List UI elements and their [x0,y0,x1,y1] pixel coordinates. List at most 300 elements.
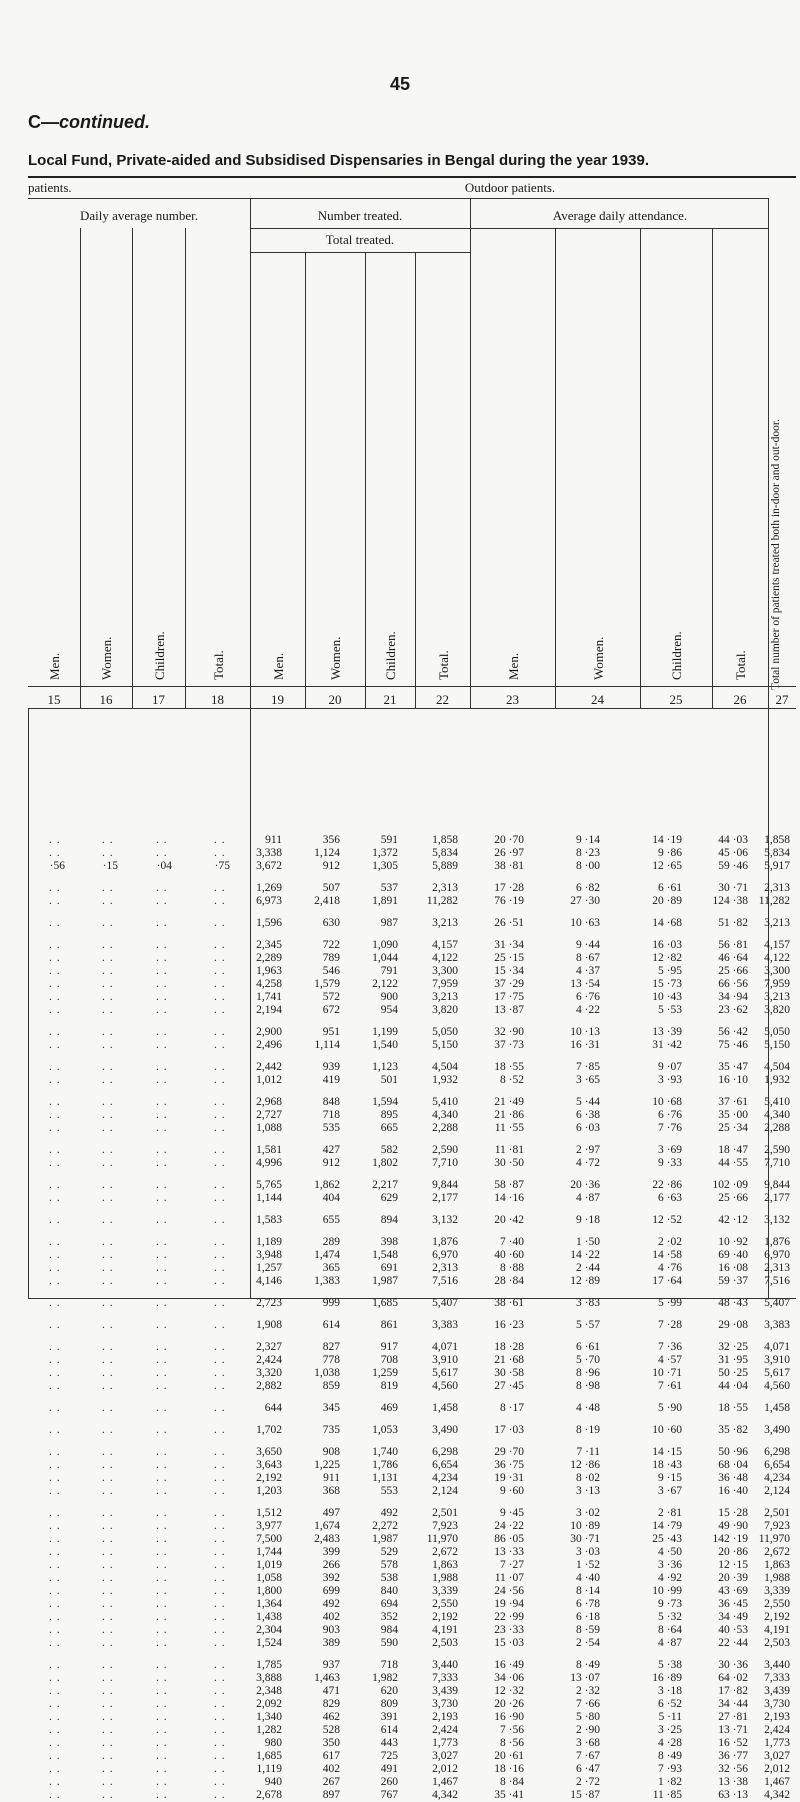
empty-marker: . . [156,978,168,990]
cell-c25: 3 ·69 [658,1144,682,1156]
empty-marker: . . [102,1262,114,1274]
empty-marker: . . [156,1585,168,1597]
table-row [0,1546,800,1559]
cell-c22: 3,439 [432,1685,458,1697]
cell-c22: 2,288 [432,1122,458,1134]
table-row [0,1750,800,1763]
table-row [0,860,800,873]
cell-c27: 2,192 [764,1611,790,1623]
cell-c26: 35 ·00 [718,1109,748,1121]
cell-c21: 917 [380,1341,398,1353]
empty-marker: . . [102,939,114,951]
column-label: Total. [435,650,451,680]
cell-c24: 8 ·19 [576,1424,600,1436]
empty-marker: . . [49,1750,61,1762]
cell-c24: 2 ·44 [576,1262,600,1274]
cell-c24: 6 ·03 [576,1122,600,1134]
cell-c21: 1,199 [372,1026,398,1038]
cell-c21: 1,740 [372,1446,398,1458]
table-row [0,1341,800,1354]
cell-c21: 469 [380,1402,398,1414]
cell-c23: 11 ·07 [494,1572,524,1584]
cell-c25: 4 ·57 [658,1354,682,1366]
cell-c26: 63 ·13 [718,1789,748,1801]
cell-c25: 20 ·89 [652,895,682,907]
cell-c22: 1,932 [432,1074,458,1086]
cell-c20: 399 [322,1546,340,1558]
cell-c24: 2 ·72 [576,1776,600,1788]
cell-c25: 8 ·49 [658,1750,682,1762]
empty-marker: . . [156,1236,168,1248]
cell-c27: 5,834 [764,847,790,859]
table-row [0,965,800,978]
cell-c24: 15 ·87 [570,1789,600,1801]
cell-c20: 427 [322,1144,340,1156]
cell-c22: 3,213 [432,917,458,929]
cell-c22: 11,282 [426,895,458,907]
cell-c25: 14 ·68 [652,917,682,929]
cell-c24: 4 ·37 [576,965,600,977]
cell-c20: 1,862 [314,1179,340,1191]
cell-c22: 1,988 [432,1572,458,1584]
empty-marker: . . [214,1546,226,1558]
empty-marker: . . [214,1144,226,1156]
empty-marker: . . [156,1485,168,1497]
table-row [0,1724,800,1737]
cell-c21: 1,685 [372,1297,398,1309]
empty-marker: . . [102,1341,114,1353]
empty-marker: . . [214,1572,226,1584]
cell-c23: 8 ·56 [500,1737,524,1749]
cell-c21: 861 [380,1319,398,1331]
cell-c20: 672 [322,1004,340,1016]
empty-marker: . . [214,895,226,907]
cell-c20: 999 [322,1297,340,1309]
cell-c26: 12 ·15 [718,1559,748,1571]
cell-c25: 5 ·32 [658,1611,682,1623]
cell-c27: 1,988 [764,1572,790,1584]
table-row [0,1698,800,1711]
page-number: 45 [389,74,411,94]
cell-c20: 492 [322,1598,340,1610]
empty-marker: . . [102,1672,114,1684]
empty-marker: . . [214,834,226,846]
cell-c25: 9 ·33 [658,1157,682,1169]
cell-c19: 2,304 [256,1624,282,1636]
cell-c27: 5,050 [764,1026,790,1038]
cell-c25: 6 ·61 [658,882,682,894]
cell-c22: 1,773 [432,1737,458,1749]
cell-c26: 68 ·04 [718,1459,748,1471]
cell-c25: 7 ·28 [658,1319,682,1331]
table-row [0,1459,800,1472]
cell-c21: 578 [380,1559,398,1571]
cell-c25: 6 ·63 [658,1192,682,1204]
cell-c22: 5,150 [432,1039,458,1051]
table-row [0,1520,800,1533]
empty-marker: . . [156,1533,168,1545]
continued-prefix: C— [28,112,59,132]
cell-c22: 5,834 [432,847,458,859]
empty-marker: . . [49,1341,61,1353]
cell-c23: 12 ·32 [494,1685,524,1697]
cell-c26: 22 ·44 [718,1637,748,1649]
column-label: Men. [505,652,521,680]
cell-c27: 5,917 [764,860,790,872]
cell-c21: 443 [380,1737,398,1749]
cell-c21: 767 [380,1789,398,1801]
cell-c19: 1,685 [256,1750,282,1762]
cell-c25: 10 ·43 [652,991,682,1003]
empty-marker: . . [102,1533,114,1545]
cell-c27: 5,410 [764,1096,790,1108]
cell-c22: 4,122 [432,952,458,964]
column-number: 19 [271,692,284,707]
cell-c27: 6,298 [764,1446,790,1458]
cell-c21: 1,982 [372,1672,398,1684]
empty-marker: . . [102,1698,114,1710]
cell-c26: 20 ·86 [718,1546,748,1558]
table-row [0,1157,800,1170]
empty-marker: . . [102,1157,114,1169]
cell-c23: 16 ·23 [494,1319,524,1331]
empty-marker: . . [49,1611,61,1623]
empty-marker: . . [214,1624,226,1636]
cell-c19: 1,282 [256,1724,282,1736]
cell-c26: 20 ·39 [718,1572,748,1584]
cell-c19: 2,900 [256,1026,282,1038]
cell-c19: 2,348 [256,1685,282,1697]
table-row [0,939,800,952]
cell-c21: 1,259 [372,1367,398,1379]
cell-c23: 29 ·70 [494,1446,524,1458]
cell-c25: 8 ·64 [658,1624,682,1636]
cell-c23: 30 ·50 [494,1157,524,1169]
empty-marker: . . [214,1585,226,1597]
table-title: Local Fund, Private-aided and Subsidised Dispensaries in Bengal during the year 1939. [28,152,650,169]
table-row [0,1585,800,1598]
cell-c23: 17 ·75 [494,991,524,1003]
cell-c26: 34 ·44 [718,1698,748,1710]
empty-marker: . . [49,882,61,894]
cell-c20: 912 [322,1157,340,1169]
cell-c27: 2,550 [764,1598,790,1610]
cell-c19: 1,800 [256,1585,282,1597]
cell-c26: 35 ·82 [718,1424,748,1436]
table-row [0,1789,800,1802]
cell-c21: 895 [380,1109,398,1121]
cell-c23: 13 ·87 [494,1004,524,1016]
cell-c19: 3,650 [256,1446,282,1458]
empty-marker: . . [102,991,114,1003]
table-row [0,847,800,860]
cell-c23: 20 ·26 [494,1698,524,1710]
cell-c19: 2,345 [256,939,282,951]
empty-marker: . . [102,1402,114,1414]
empty-marker: . . [49,1109,61,1121]
empty-marker: . . [49,1737,61,1749]
cell-c21: 1,786 [372,1459,398,1471]
cell-c27: 5,617 [764,1367,790,1379]
cell-c27: 3,213 [764,991,790,1003]
cell-c20: 471 [322,1685,340,1697]
empty-marker: . . [156,1685,168,1697]
cell-c26: 59 ·46 [718,860,748,872]
cell-c27: 5,407 [764,1297,790,1309]
cell-c21: 590 [380,1637,398,1649]
cell-c26: 142 ·19 [712,1533,748,1545]
cell-c27: 4,340 [764,1109,790,1121]
cell-c23: 7 ·40 [500,1236,524,1248]
cell-c20: 908 [322,1446,340,1458]
empty-marker: . . [49,1122,61,1134]
cell-c25: 10 ·71 [652,1367,682,1379]
cell-c23: 40 ·60 [494,1249,524,1261]
empty-marker: . . [102,1585,114,1597]
empty-marker: . . [102,847,114,859]
cell-c22: 5,889 [432,860,458,872]
cell-c21: 694 [380,1598,398,1610]
cell-c27: 7,710 [764,1157,790,1169]
empty-marker: . . [102,1354,114,1366]
cell-c22: 2,177 [432,1192,458,1204]
cell-c27: 4,191 [764,1624,790,1636]
cell-c27: 1,876 [764,1236,790,1248]
cell-c25: 5 ·11 [658,1711,682,1723]
empty-marker: . . [214,1319,226,1331]
cell-c27: 3,910 [764,1354,790,1366]
cell-c25: 14 ·19 [652,834,682,846]
cell-c19: 980 [264,1737,282,1749]
cell-c27: 9,844 [764,1179,790,1191]
empty-marker: . . [102,1750,114,1762]
empty-marker: . . [156,1546,168,1558]
empty-marker: . . [214,1659,226,1671]
cell-c21: 1,053 [372,1424,398,1436]
cell-c26: 31 ·95 [718,1354,748,1366]
cell-c21: 791 [380,965,398,977]
cell-c20: 614 [322,1319,340,1331]
cell-c24: 4 ·87 [576,1192,600,1204]
cell-c19: 1,340 [256,1711,282,1723]
empty-marker: . . [102,1144,114,1156]
cell-c21: 708 [380,1354,398,1366]
empty-marker: . . [102,834,114,846]
cell-c21: 1,305 [372,860,398,872]
cell-c22: 4,504 [432,1061,458,1073]
cell-c19: 3,977 [256,1520,282,1532]
cell-c24: 7 ·66 [576,1698,600,1710]
cell-c20: 497 [322,1507,340,1519]
cell-c20: 507 [322,882,340,894]
column-number: 24 [591,692,604,707]
empty-marker: . . [49,1249,61,1261]
cell-c19: 1,583 [256,1214,282,1226]
empty-marker: . . [49,1214,61,1226]
cell-c26: 66 ·56 [718,978,748,990]
empty-marker: . . [49,1546,61,1558]
empty-marker: . . [214,1367,226,1379]
empty-marker: . . [102,895,114,907]
empty-marker: . . [156,1659,168,1671]
cell-c23: 24 ·22 [494,1520,524,1532]
cell-c19: 2,192 [256,1472,282,1484]
cell-c26: 10 ·92 [718,1236,748,1248]
cell-c20: 266 [322,1559,340,1571]
cell-c21: 537 [380,882,398,894]
cell-c21: 492 [380,1507,398,1519]
cell-c20: 937 [322,1659,340,1671]
cell-c27: 4,342 [764,1789,790,1801]
table-row [0,1236,800,1249]
table-row [0,952,800,965]
table-row [0,1380,800,1393]
cell-c24: 4 ·40 [576,1572,600,1584]
empty-marker: . . [49,1789,61,1801]
empty-marker: . . [156,1380,168,1392]
cell-c27: 11,970 [758,1533,790,1545]
cell-c26: 25 ·34 [718,1122,748,1134]
empty-marker: . . [102,1572,114,1584]
empty-marker: . . [156,1262,168,1274]
cell-c25: 10 ·99 [652,1585,682,1597]
cell-c19: 1,702 [256,1424,282,1436]
cell-c19: 1,019 [256,1559,282,1571]
cell-c21: 1,802 [372,1157,398,1169]
cell-c19: 2,968 [256,1096,282,1108]
empty-marker: . . [214,1424,226,1436]
cell-c24: 1 ·52 [576,1559,600,1571]
cell-c23: 86 ·05 [494,1533,524,1545]
cell-c27: 1,863 [764,1559,790,1571]
cell-c26: 16 ·52 [718,1737,748,1749]
cell-c25: 5 ·90 [658,1402,682,1414]
column-label: Women. [328,636,343,680]
cell-c24: 2 ·97 [576,1144,600,1156]
empty-marker: . . [214,1533,226,1545]
cell-c27: 2,193 [764,1711,790,1723]
cell-c27: 4,071 [764,1341,790,1353]
cell-c27: 2,313 [764,1262,790,1274]
cell-c26: 49 ·90 [718,1520,748,1532]
empty-marker: . . [156,1354,168,1366]
empty-marker: . . [49,1520,61,1532]
cell-c25: 17 ·64 [652,1275,682,1287]
cell-c23: 26 ·97 [494,847,524,859]
cell-c24: 7 ·85 [576,1061,600,1073]
empty-marker: . . [156,965,168,977]
cell-c23: 18 ·28 [494,1341,524,1353]
cell-c27: 3,820 [764,1004,790,1016]
column-label: Men. [270,652,286,680]
cell-c27: 2,124 [764,1485,790,1497]
cell-c23: 17 ·03 [494,1424,524,1436]
cell-c23: 15 ·03 [494,1637,524,1649]
empty-marker: . . [102,1559,114,1571]
cell-c27: 1,858 [764,834,790,846]
empty-marker: . . [102,1659,114,1671]
table-row [0,1061,800,1074]
empty-marker: . . [102,1249,114,1261]
empty-marker: . . [156,1061,168,1073]
cell-c24: 3 ·65 [576,1074,600,1086]
cell-c22: 6,654 [432,1459,458,1471]
cell-c27: 3,213 [764,917,790,929]
cell-c20: 789 [322,952,340,964]
cell-c19: 2,723 [256,1297,282,1309]
table-row [0,1319,800,1332]
table-row [0,1354,800,1367]
cell-c22: 2,550 [432,1598,458,1610]
empty-marker: . . [102,1472,114,1484]
column-number: 27 [775,692,789,707]
cell-c21: 538 [380,1572,398,1584]
empty-marker: . . [214,1026,226,1038]
cell-c21: 1,123 [372,1061,398,1073]
table-row [0,1122,800,1135]
cell-c24: 9 ·14 [576,834,600,846]
column-number: 16 [99,692,113,707]
empty-marker: . . [156,1672,168,1684]
empty-marker: . . [156,1737,168,1749]
empty-marker: . . [102,1546,114,1558]
empty-marker: . . [49,1698,61,1710]
empty-marker: . . [49,991,61,1003]
cell-c19: 1,269 [256,882,282,894]
empty-marker: . . [49,1074,61,1086]
cell-c24: 4 ·48 [576,1402,600,1414]
empty-marker: . . [102,1446,114,1458]
empty-marker: . . [49,1144,61,1156]
cell-c27: 11,282 [758,895,790,907]
empty-marker: . . [156,1275,168,1287]
table-row [0,1275,800,1288]
indoor-value: ·04 [156,860,172,872]
cell-c23: 23 ·33 [494,1624,524,1636]
cell-c26: 44 ·55 [718,1157,748,1169]
empty-marker: . . [49,1319,61,1331]
header-daily-average: Daily average number. [79,208,199,223]
cell-c27: 3,440 [764,1659,790,1671]
cell-c19: 1,785 [256,1659,282,1671]
cell-c26: 34 ·94 [718,991,748,1003]
empty-marker: . . [49,1763,61,1775]
cell-c24: 12 ·89 [570,1275,600,1287]
cell-c24: 8 ·23 [576,847,600,859]
cell-c22: 1,458 [432,1402,458,1414]
cell-c19: 1,908 [256,1319,282,1331]
cell-c25: 31 ·42 [652,1039,682,1051]
cell-c24: 5 ·44 [576,1096,600,1108]
cell-c23: 18 ·55 [494,1061,524,1073]
empty-marker: . . [102,1026,114,1038]
cell-c25: 18 ·43 [652,1459,682,1471]
empty-marker: . . [214,1402,226,1414]
cell-c25: 16 ·03 [652,939,682,951]
cell-c25: 5 ·95 [658,965,682,977]
cell-c19: 1,058 [256,1572,282,1584]
empty-marker: . . [156,952,168,964]
cell-c24: 7 ·11 [576,1446,600,1458]
empty-marker: . . [214,1776,226,1788]
empty-marker: . . [214,1192,226,1204]
cell-c19: 2,327 [256,1341,282,1353]
empty-marker: . . [214,1472,226,1484]
cell-c19: 2,289 [256,952,282,964]
cell-c24: 9 ·44 [576,939,600,951]
empty-marker: . . [102,1776,114,1788]
empty-marker: . . [156,1459,168,1471]
